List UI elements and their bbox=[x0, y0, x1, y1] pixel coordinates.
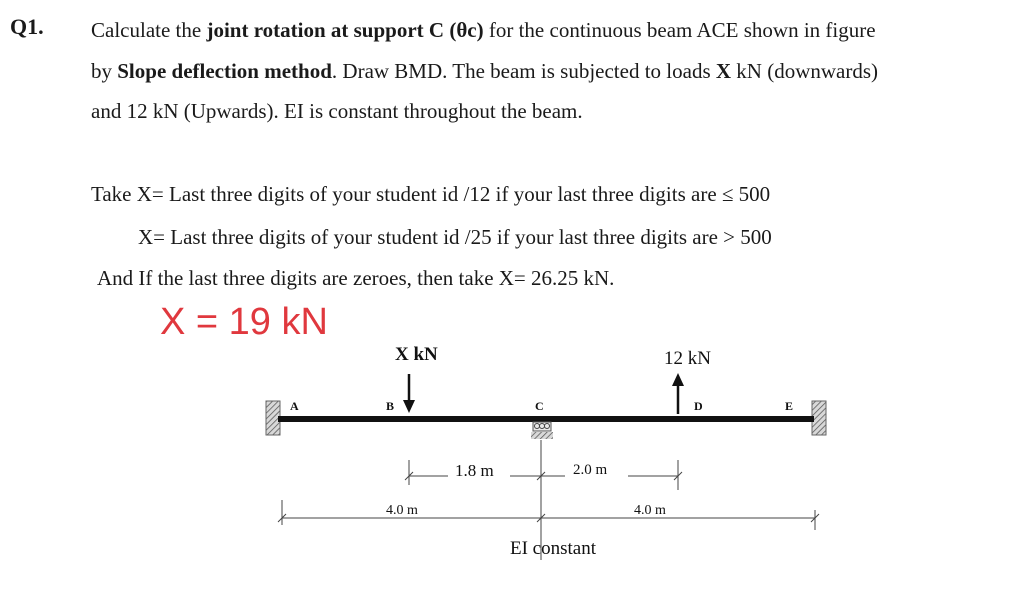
question-line-3: and 12 kN (Upwards). EI is constant throughout the beam. bbox=[91, 99, 583, 123]
dim-ce-label: 4.0 m bbox=[634, 503, 666, 518]
roller-support-c bbox=[531, 422, 553, 439]
load-left-label: X kN bbox=[395, 344, 438, 365]
text-segment: by bbox=[91, 59, 118, 83]
dim-bc-label: 1.8 m bbox=[455, 461, 494, 480]
point-label-d: D bbox=[694, 399, 703, 413]
point-label-c: C bbox=[535, 399, 544, 413]
text-bold-segment: joint rotation at support C (θc) bbox=[206, 18, 484, 42]
point-label-a: A bbox=[290, 399, 299, 413]
text-segment: kN (downwards) bbox=[731, 59, 879, 83]
dim-ac-label: 4.0 m bbox=[386, 503, 418, 518]
take-line-3: And If the last three digits are zeroes, then take X= 26.25 kN. bbox=[97, 266, 615, 290]
dim-cd-label: 2.0 m bbox=[573, 462, 608, 478]
dimension-lines-lower bbox=[278, 500, 819, 530]
handwritten-x-value: X = 19 kN bbox=[160, 301, 328, 343]
text-segment: . Draw BMD. The beam is subjected to loads bbox=[331, 59, 716, 83]
ei-constant-note: EI constant bbox=[510, 538, 597, 559]
fixed-support-a bbox=[266, 401, 280, 435]
point-label-e: E bbox=[785, 399, 794, 413]
text-bold-segment: Slope deflection method bbox=[117, 59, 332, 83]
downward-load-arrow bbox=[403, 374, 415, 413]
text-segment: Calculate the bbox=[91, 18, 207, 42]
question-number: Q1. bbox=[10, 14, 44, 39]
text-bold-segment: X bbox=[715, 59, 732, 83]
point-label-b: B bbox=[386, 399, 395, 413]
take-line-2: X= Last three digits of your student id /25 if your last three digits are > 500 bbox=[138, 225, 772, 249]
take-line-1: Take X= Last three digits of your student id /12 if your last three digits are ≤ 500 bbox=[91, 182, 771, 206]
text-segment: for the continuous beam ACE shown in figure bbox=[483, 18, 876, 42]
upward-load-arrow bbox=[672, 373, 684, 414]
fixed-support-e bbox=[812, 401, 826, 435]
load-right-label: 12 kN bbox=[664, 348, 711, 369]
beam bbox=[278, 416, 814, 422]
